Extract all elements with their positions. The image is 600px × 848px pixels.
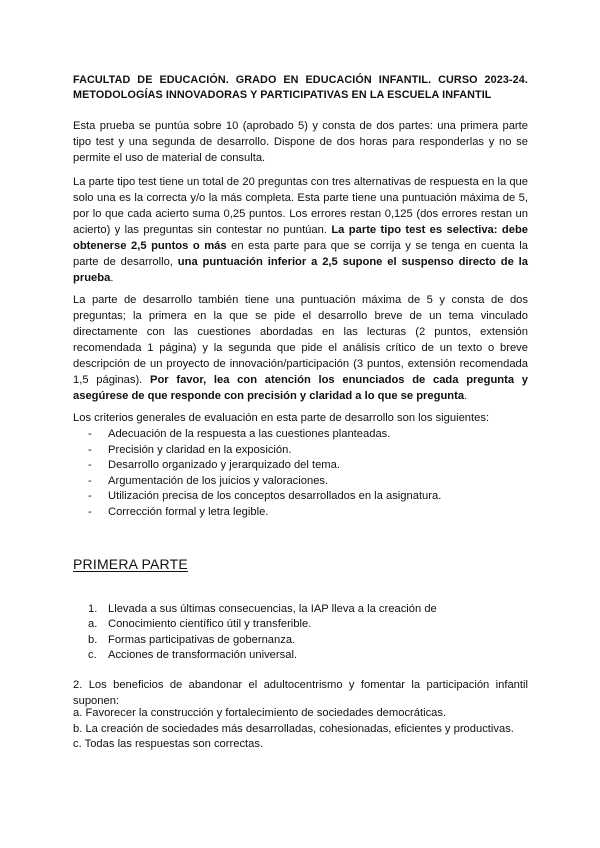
question-text: Llevada a sus últimas consecuencias, la IAP lleva a la creación de [108, 603, 437, 615]
option-text: Acciones de transformación universal. [108, 648, 298, 661]
bold-span: una puntuación inferior a 2,5 supone el suspenso directo de la prueba [73, 256, 528, 284]
text-span: La parte tipo test tiene un total de 20 preguntas con tres alternativas de respuesta en la que solo una es la correcta y/o la más completa. Esta parte tiene una puntuación máxima de 5, por lo que cada acierto suma 0,25 puntos. Los errores restan 0,125 (dos errores restan un acierto) y las preguntas sin contestar no puntúan. [73, 176, 528, 236]
option-text: Conocimiento científico útil y transferible. [108, 618, 312, 631]
document-title [73, 73, 528, 103]
question-number: 1. [88, 603, 98, 615]
answer-option [88, 647, 437, 662]
list-item-text: Corrección formal y letra legible. [108, 505, 269, 518]
list-marker: - [88, 505, 92, 518]
question-2-options [73, 705, 514, 752]
list-item [88, 457, 441, 473]
text-span: . [464, 390, 468, 402]
list-item-text: Precisión y claridad en la exposición. [108, 443, 292, 456]
title-line-2: METODOLOGÍAS INNOVADORAS Y PARTICIPATIVAS EN LA ESCUELA INFANTIL [73, 89, 492, 101]
list-item-text: Adecuación de la respuesta a las cuestiones planteadas. [108, 428, 391, 440]
answer-option: c. Todas las respuestas son correctas. [73, 738, 264, 750]
answer-option: a. Favorecer la construcción y fortalecimiento de sociedades democráticas. [73, 707, 447, 719]
criteria-intro: Los criterios generales de evaluación en esta parte de desarrollo son los siguientes: [73, 412, 490, 424]
list-marker: - [88, 490, 92, 502]
criteria-list [88, 426, 441, 519]
option-marker: c. [88, 648, 97, 661]
bold-span: La parte tipo test es selectiva: debe obtenerse 2,5 puntos o más [73, 224, 529, 252]
list-item [88, 473, 441, 489]
section-heading: PRIMERA PARTE [73, 556, 188, 572]
development-section-paragraph [73, 292, 528, 404]
intro-paragraph: Esta prueba se puntúa sobre 10 (aprobado 5) y consta de dos partes: una primera parte tipo test y una segunda de desarrollo. Dispone de dos horas para responderlas y no se permite el uso de material de consulta. [73, 120, 528, 164]
question-1 [88, 601, 437, 662]
option-marker: b. [88, 633, 98, 646]
list-marker: - [88, 459, 92, 471]
answer-option [88, 632, 437, 647]
answer-option: b. La creación de sociedades más desarrolladas, cohesionadas, eficientes y productivas. [73, 722, 514, 735]
list-item [88, 426, 441, 442]
list-marker: - [88, 474, 92, 487]
test-section-paragraph [73, 174, 528, 286]
answer-option [88, 616, 437, 631]
title-line-1: FACULTAD DE EDUCACIÓN. GRADO EN EDUCACIÓN INFANTIL. CURSO 2023-24. [73, 74, 528, 86]
list-marker: - [88, 443, 92, 456]
list-item [88, 442, 441, 458]
list-item-text: Desarrollo organizado y jerarquizado del tema. [108, 459, 340, 471]
list-item [88, 504, 441, 520]
option-marker: a. [88, 618, 98, 631]
list-item-text: Utilización precisa de los conceptos desarrollados en la asignatura. [108, 490, 442, 502]
question-2-stem: 2. Los beneficios de abandonar el adultocentrismo y fomentar la participación infantil suponen: [73, 679, 528, 707]
text-span: La parte de desarrollo también tiene una puntuación máxima de 5 y consta de dos preguntas; la primera en la que se pide el desarrollo breve de un tema vinculado directamente con las cuestiones abordadas en las lecturas (2 puntos, extensión recomendada 1 página) y la segunda que pide el análisis crítico de un texto o breve descripción de un proyecto de innovación/participación (3 puntos, extensión recomendada 1,5 páginas). [73, 294, 528, 386]
list-item-text: Argumentación de los juicios y valoraciones. [108, 474, 329, 487]
option-text: Formas participativas de gobernanza. [108, 633, 296, 646]
text-span: en esta parte para que se corrija y se tenga en cuenta la parte de desarrollo, [73, 240, 528, 268]
list-marker: - [88, 428, 92, 440]
bold-span: Por favor, lea con atención los enunciados de cada pregunta y asegúrese de que responde con precisión y claridad a lo que se pregunta [73, 374, 528, 402]
text-span: . [110, 272, 114, 284]
list-item [88, 488, 441, 504]
question-stem [88, 601, 437, 616]
